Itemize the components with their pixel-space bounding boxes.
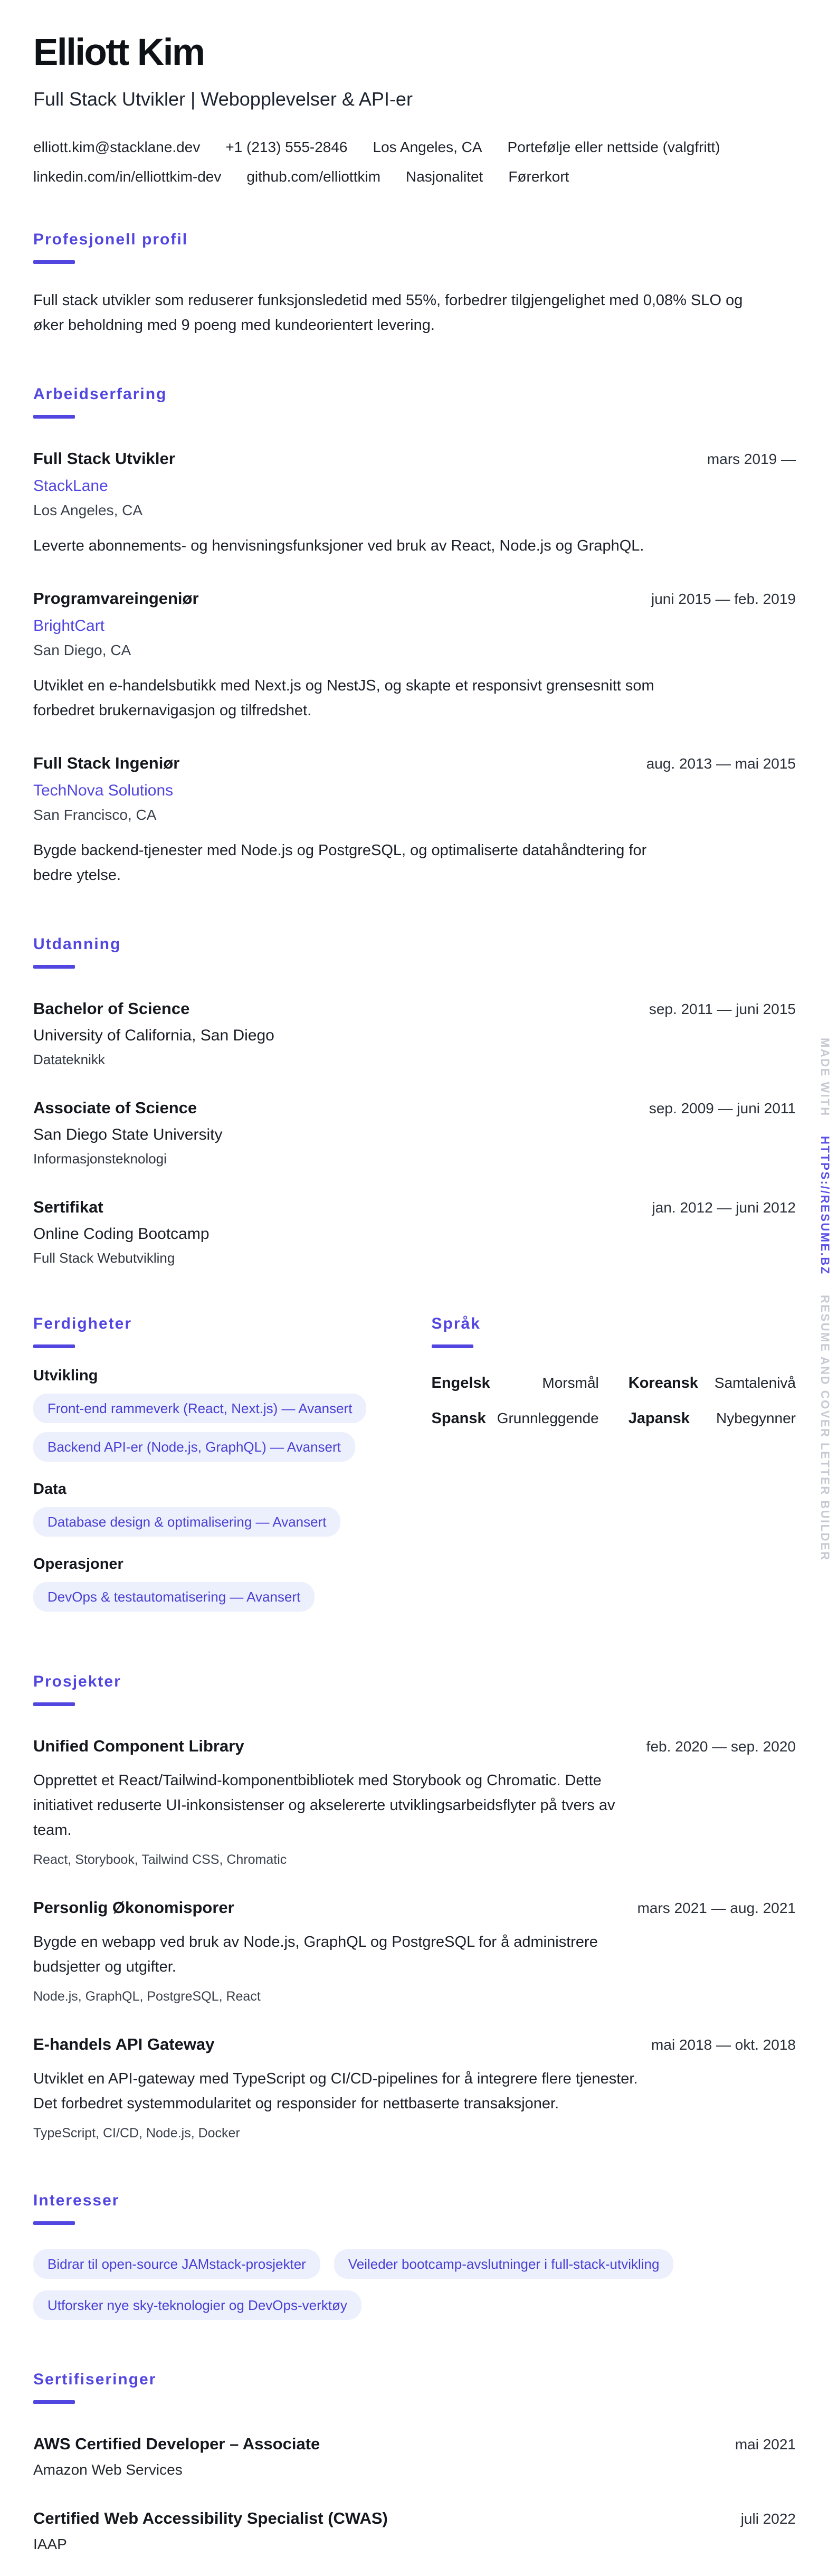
job-description: Leverte abonnements- og henvisningsfunksjoner ved bruk av React, Node.js og GraphQL. <box>33 537 644 554</box>
skill-pill: DevOps & testautomatisering — Avansert <box>33 1582 315 1612</box>
certification-date: juli 2022 <box>740 2511 796 2527</box>
profile-summary: Full stack utvikler som reduserer funksjonsledetid med 55%, forbedrer tilgjengelighet med 0,08% SLO og øker beholdning med 9 poeng med kundeorientert levering. <box>33 292 743 334</box>
contact-portfolio-placeholder: Portefølje eller nettside (valgfritt) <box>507 139 720 155</box>
education-entry-head <box>33 1198 796 1217</box>
skill-group-label: Utvikling <box>33 1367 98 1384</box>
education-dates: jan. 2012 — juni 2012 <box>652 1199 796 1216</box>
skill-pill: Backend API-er (Node.js, GraphQL) — Avansert <box>33 1432 355 1462</box>
project-dates: mai 2018 — okt. 2018 <box>651 2037 796 2053</box>
section-rule <box>432 1344 473 1348</box>
watermark-made-with: MADE WITH <box>818 1038 832 1117</box>
contact-block <box>33 139 796 185</box>
job-entry <box>33 589 796 723</box>
language-item <box>628 1410 796 1427</box>
job-entry-head <box>33 754 796 773</box>
contact-github[interactable]: github.com/elliottkim <box>246 168 381 185</box>
section-rule <box>33 415 75 419</box>
certification-issuer: Amazon Web Services <box>33 2461 183 2478</box>
section-languages <box>432 1315 796 1612</box>
section-interests <box>33 2192 796 2320</box>
education-entry-head <box>33 1098 796 1117</box>
section-profile <box>33 231 796 338</box>
contact-nationality-placeholder: Nasjonalitet <box>406 168 483 185</box>
degree-title: Sertifikat <box>33 1198 103 1216</box>
skills-languages-row <box>33 1315 796 1612</box>
contact-phone: +1 (213) 555-2846 <box>225 139 348 155</box>
interest-pill: Bidrar til open-source JAMstack-prosjekter <box>33 2249 320 2279</box>
skill-group-label: Data <box>33 1481 66 1498</box>
project-entry <box>33 2035 796 2141</box>
job-dates: mars 2019 — <box>707 451 796 467</box>
school-name: Online Coding Bootcamp <box>33 1225 210 1243</box>
watermark-tagline: RESUME AND COVER LETTER BUILDER <box>818 1294 832 1561</box>
project-entry-head <box>33 1898 796 1917</box>
candidate-headline: Full Stack Utvikler | Webopplevelser & API-er <box>33 88 413 110</box>
job-title: Full Stack Utvikler <box>33 449 175 468</box>
language-level: Nybegynner <box>716 1410 796 1426</box>
section-rule <box>33 1702 75 1706</box>
job-entry-head <box>33 589 796 608</box>
section-title-certifications: Sertifiseringer <box>33 2371 157 2388</box>
project-dates: feb. 2020 — sep. 2020 <box>646 1738 796 1755</box>
job-description: Utviklet en e-handelsbutikk med Next.js og NestJS, og skapte et responsivt grensesnitt som forbedret brukernavigasjon og tilfredshet. <box>33 677 654 719</box>
interest-pill: Utforsker nye sky-teknologier og DevOps-verktøy <box>33 2290 361 2320</box>
project-dates: mars 2021 — aug. 2021 <box>637 1900 796 1916</box>
section-title-projects: Prosjekter <box>33 1673 121 1690</box>
job-entry <box>33 449 796 558</box>
interest-pill: Veileder bootcamp-avslutninger i full-stack-utvikling <box>334 2249 674 2279</box>
contact-row-2 <box>33 168 796 185</box>
project-description: Utviklet en API-gateway med TypeScript og CI/CD-pipelines for å integrere flere tjenester. Det forbedret systemmodularitet og responsider for nettbaserte transaksjoner. <box>33 2070 638 2112</box>
school-name: University of California, San Diego <box>33 1027 274 1044</box>
education-entry-head <box>33 999 796 1018</box>
job-description: Bygde backend-tjenester med Node.js og PostgreSQL, og optimaliserte datahåndtering for bedre ytelse. <box>33 842 647 884</box>
school-name: San Diego State University <box>33 1126 223 1143</box>
skill-group-label: Operasjoner <box>33 1556 123 1573</box>
section-rule <box>33 260 75 264</box>
certification-title: AWS Certified Developer – Associate <box>33 2435 320 2453</box>
certification-issuer: IAAP <box>33 2536 67 2552</box>
section-title-interests: Interesser <box>33 2192 120 2209</box>
interest-pill-row <box>33 2249 730 2320</box>
certification-entry-head <box>33 2435 796 2454</box>
language-level: Morsmål <box>542 1375 599 1391</box>
skill-pill: Front-end rammeverk (React, Next.js) — Avansert <box>33 1394 366 1423</box>
language-level: Samtalenivå <box>714 1375 796 1391</box>
candidate-name: Elliott Kim <box>33 32 204 73</box>
company-link[interactable]: BrightCart <box>33 617 105 634</box>
language-level: Grunnleggende <box>497 1410 599 1426</box>
job-location: San Francisco, CA <box>33 807 157 823</box>
section-projects <box>33 1673 796 2141</box>
certification-date: mai 2021 <box>735 2436 796 2452</box>
project-title: Personlig Økonomisporer <box>33 1898 234 1917</box>
contact-row-1 <box>33 139 796 156</box>
project-title: Unified Component Library <box>33 1737 244 1755</box>
contact-email[interactable]: elliott.kim@stacklane.dev <box>33 139 201 155</box>
section-rule <box>33 2221 75 2225</box>
degree-title: Associate of Science <box>33 1098 197 1117</box>
company-link[interactable]: StackLane <box>33 477 108 495</box>
job-entry-head <box>33 449 796 468</box>
education-entry <box>33 999 796 1068</box>
section-title-education: Utdanning <box>33 935 121 953</box>
section-title-skills: Ferdigheter <box>33 1315 132 1332</box>
field-of-study: Informasjonsteknologi <box>33 1151 167 1167</box>
certification-title: Certified Web Accessibility Specialist (CWAS) <box>33 2509 388 2527</box>
section-skills <box>33 1315 398 1612</box>
skill-pill: Database design & optimalisering — Avansert <box>33 1507 340 1537</box>
language-name: Japansk <box>628 1410 690 1427</box>
education-entry <box>33 1098 796 1167</box>
resume-header <box>33 34 796 185</box>
job-title: Programvareingeniør <box>33 589 199 608</box>
section-certifications <box>33 2371 796 2553</box>
job-dates: aug. 2013 — mai 2015 <box>646 755 796 772</box>
section-rule <box>33 2400 75 2404</box>
certification-entry-head <box>33 2509 796 2528</box>
field-of-study: Full Stack Webutvikling <box>33 1250 175 1266</box>
language-name: Koreansk <box>628 1375 698 1391</box>
company-link[interactable]: TechNova Solutions <box>33 782 174 799</box>
project-tags: React, Storybook, Tailwind CSS, Chromatic <box>33 1852 287 1867</box>
job-location: Los Angeles, CA <box>33 502 143 518</box>
job-location: San Diego, CA <box>33 642 131 658</box>
education-dates: sep. 2009 — juni 2011 <box>649 1100 796 1116</box>
watermark-resume-bz-link[interactable]: HTTPS://RESUME.BZ <box>818 1136 832 1275</box>
section-title-languages: Språk <box>431 1315 481 1332</box>
contact-location: Los Angeles, CA <box>373 139 482 155</box>
certification-entry <box>33 2509 796 2553</box>
section-title-profile: Profesjonell profil <box>33 231 188 248</box>
language-item <box>628 1375 796 1392</box>
job-entry <box>33 754 796 888</box>
project-entry <box>33 1737 796 1868</box>
project-entry <box>33 1898 796 2004</box>
project-entry-head <box>33 1737 796 1756</box>
project-description: Opprettet et React/Tailwind-komponentbibliotek med Storybook og Chromatic. Dette initiativet reduserte UI-inkonsistenser og akselererte utviklingsarbeidsflyter på tvers av team. <box>33 1772 615 1839</box>
project-tags: TypeScript, CI/CD, Node.js, Docker <box>33 2126 240 2141</box>
project-title: E-handels API Gateway <box>33 2035 215 2053</box>
job-title: Full Stack Ingeniør <box>33 754 180 772</box>
contact-drivers-license-placeholder: Førerkort <box>508 168 569 185</box>
project-entry-head <box>33 2035 796 2054</box>
section-experience <box>33 385 796 888</box>
degree-title: Bachelor of Science <box>33 999 190 1018</box>
project-tags: Node.js, GraphQL, PostgreSQL, React <box>33 1989 261 2004</box>
section-education <box>33 935 796 1266</box>
language-item <box>432 1410 599 1427</box>
section-rule <box>33 1344 75 1348</box>
contact-linkedin[interactable]: linkedin.com/in/elliottkim-dev <box>33 168 222 185</box>
section-rule <box>33 965 75 969</box>
section-title-experience: Arbeidserfaring <box>33 385 167 403</box>
language-name: Engelsk <box>431 1375 490 1391</box>
watermark <box>818 1030 832 1568</box>
language-item <box>432 1375 599 1392</box>
field-of-study: Datateknikk <box>33 1052 105 1067</box>
certification-entry <box>33 2435 796 2478</box>
language-name: Spansk <box>431 1410 486 1427</box>
job-dates: juni 2015 — feb. 2019 <box>651 591 796 607</box>
education-dates: sep. 2011 — juni 2015 <box>649 1001 796 1017</box>
project-description: Bygde en webapp ved bruk av Node.js, GraphQL og PostgreSQL for å administrere budsjetter og utgifter. <box>33 1934 598 1975</box>
language-grid <box>432 1375 796 1427</box>
education-entry <box>33 1198 796 1266</box>
